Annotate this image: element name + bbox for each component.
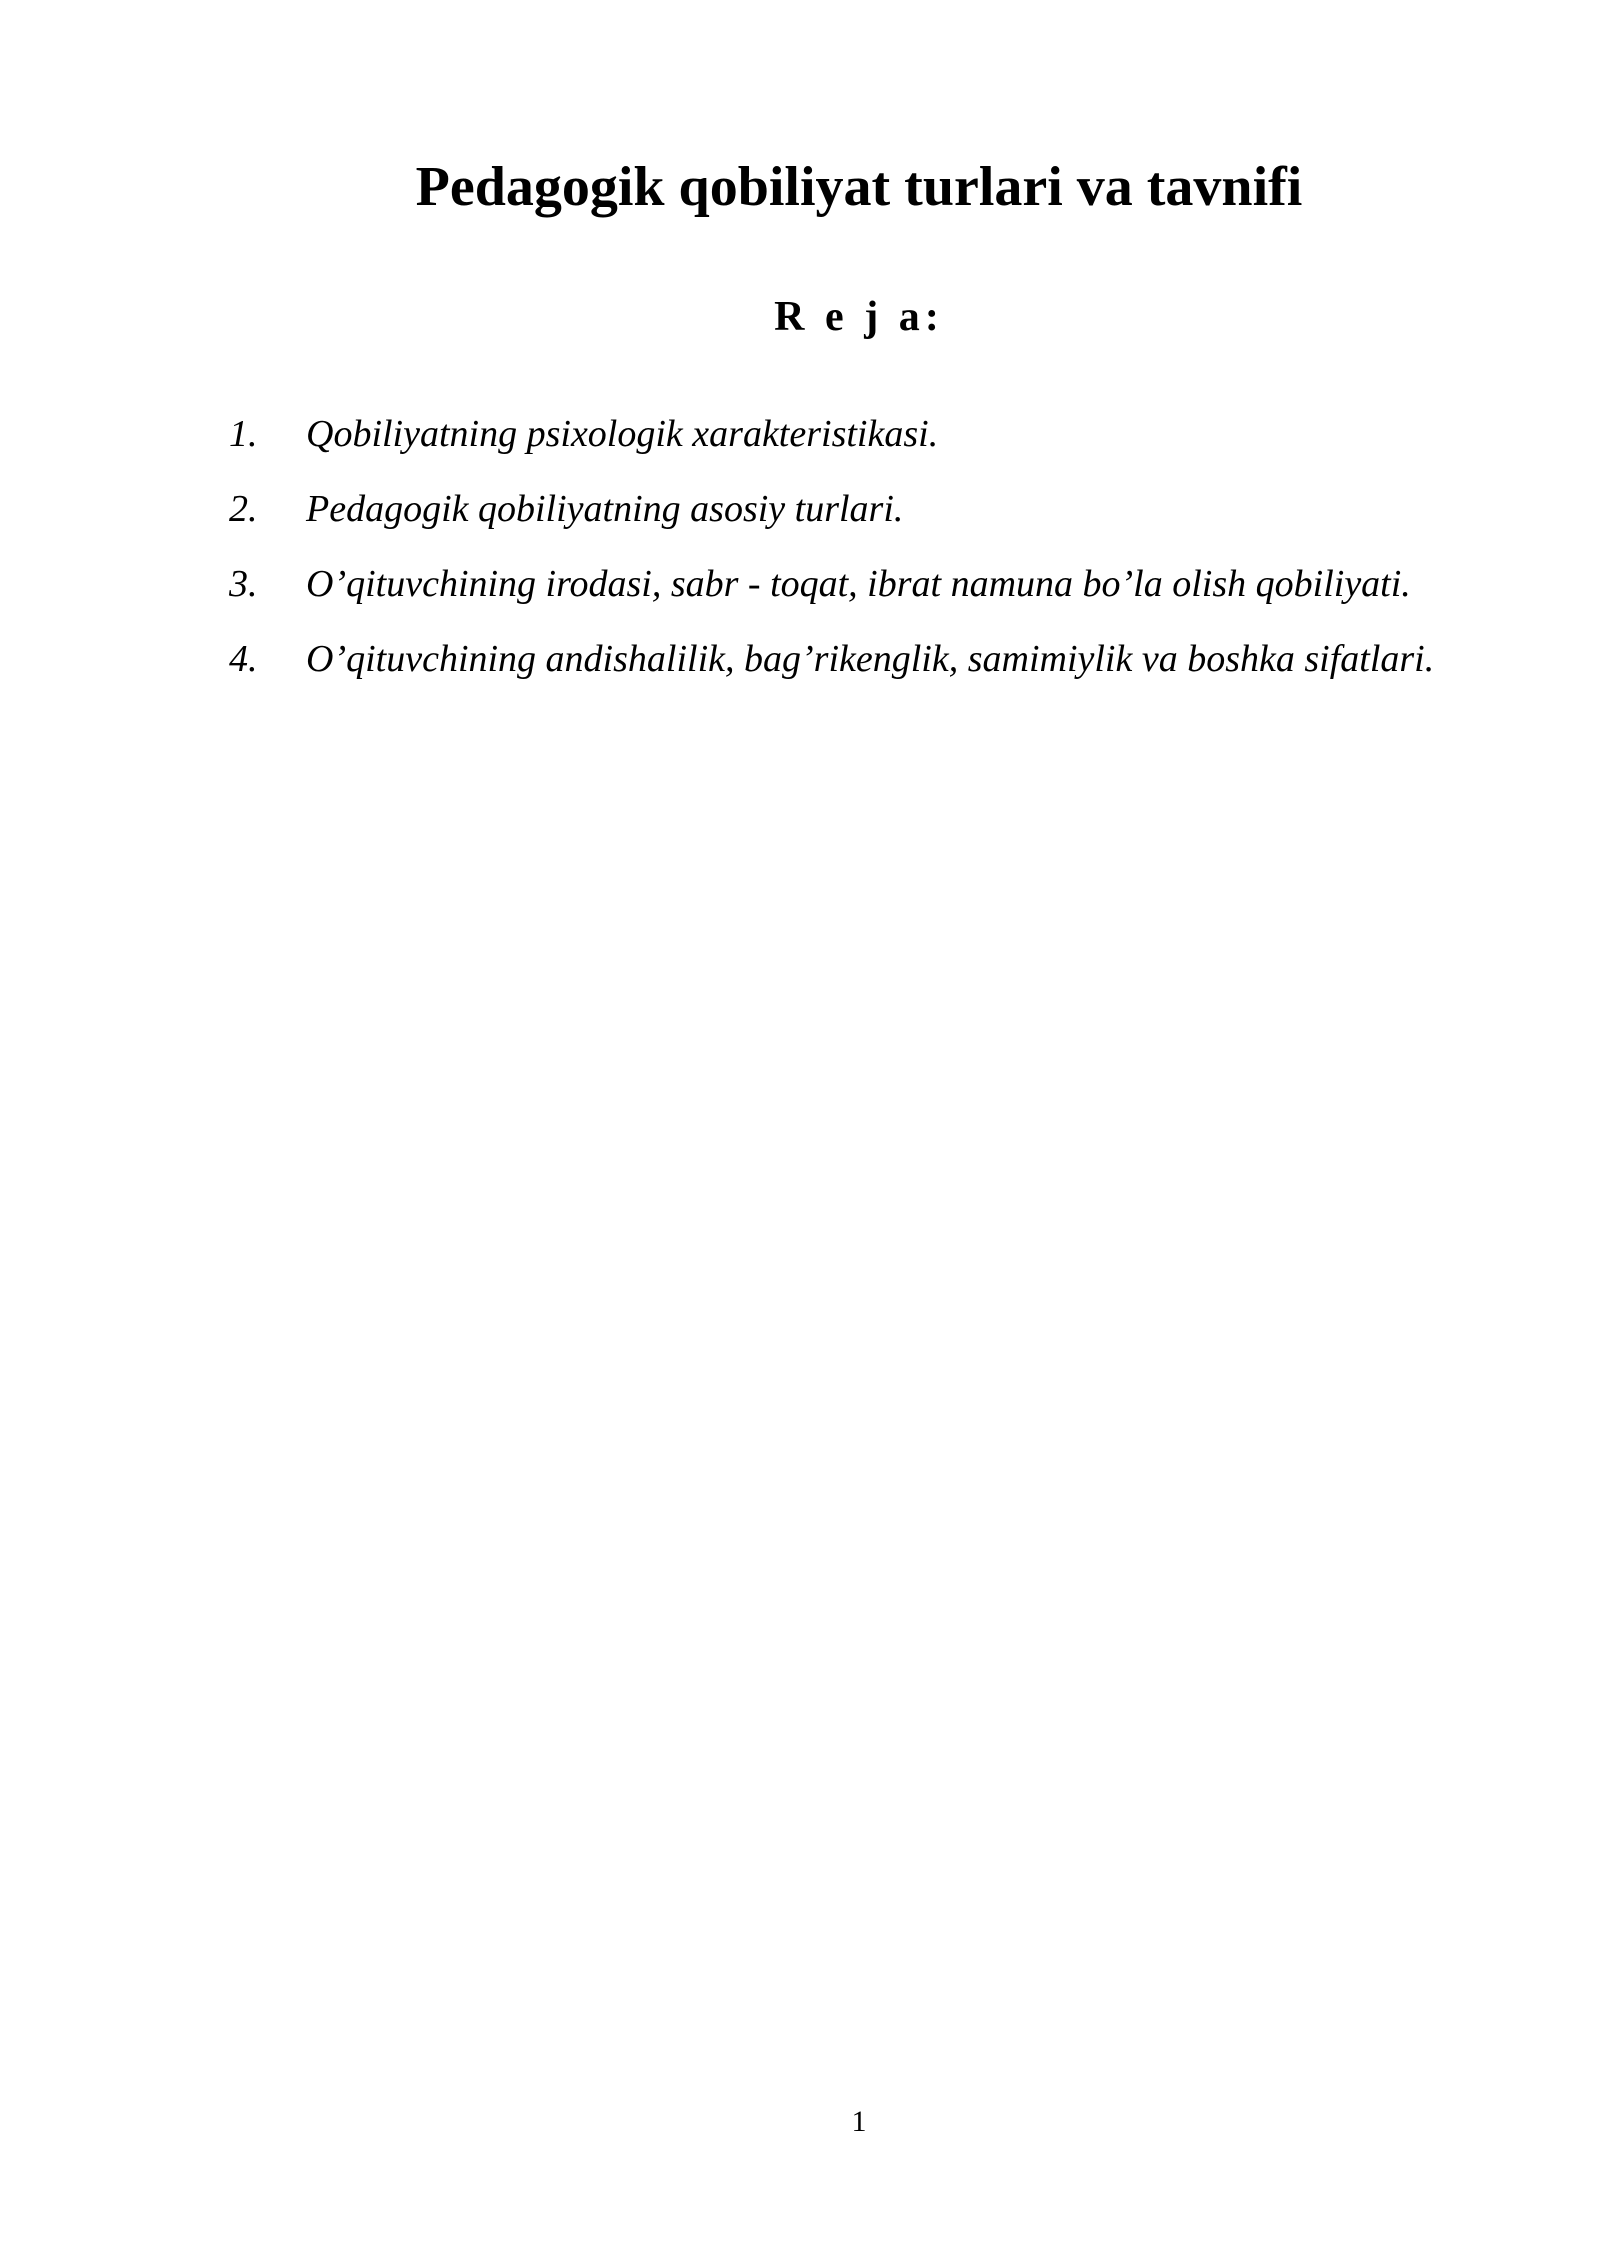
plan-heading: R e j a: bbox=[774, 294, 944, 340]
plan-item-text: O’qituvchining andishalilik, bag’rikenglik, samimiylik va boshka sifatlari. bbox=[306, 638, 1435, 680]
document-title: Pedagogik qobiliyat turlari va tavnifi bbox=[415, 156, 1303, 218]
plan-item bbox=[229, 472, 1489, 547]
plan-item-text: O’qituvchining irodasi, sabr - toqat, ibrat namuna bo’la olish qobiliyati. bbox=[306, 563, 1411, 605]
plan-item-number: 3. bbox=[229, 563, 258, 605]
plan-item bbox=[229, 622, 1489, 697]
plan-list bbox=[229, 397, 1489, 697]
plan-item-number: 4. bbox=[229, 638, 258, 680]
plan-item bbox=[229, 397, 1489, 472]
plan-item-number: 1. bbox=[229, 413, 258, 455]
plan-item-text: Qobiliyatning psixologik xarakteristikasi. bbox=[306, 413, 939, 455]
page-number: 1 bbox=[851, 2105, 867, 2138]
plan-item-text: Pedagogik qobiliyatning asosiy turlari. bbox=[306, 488, 904, 530]
plan-item bbox=[229, 547, 1489, 622]
plan-item-number: 2. bbox=[229, 488, 258, 530]
